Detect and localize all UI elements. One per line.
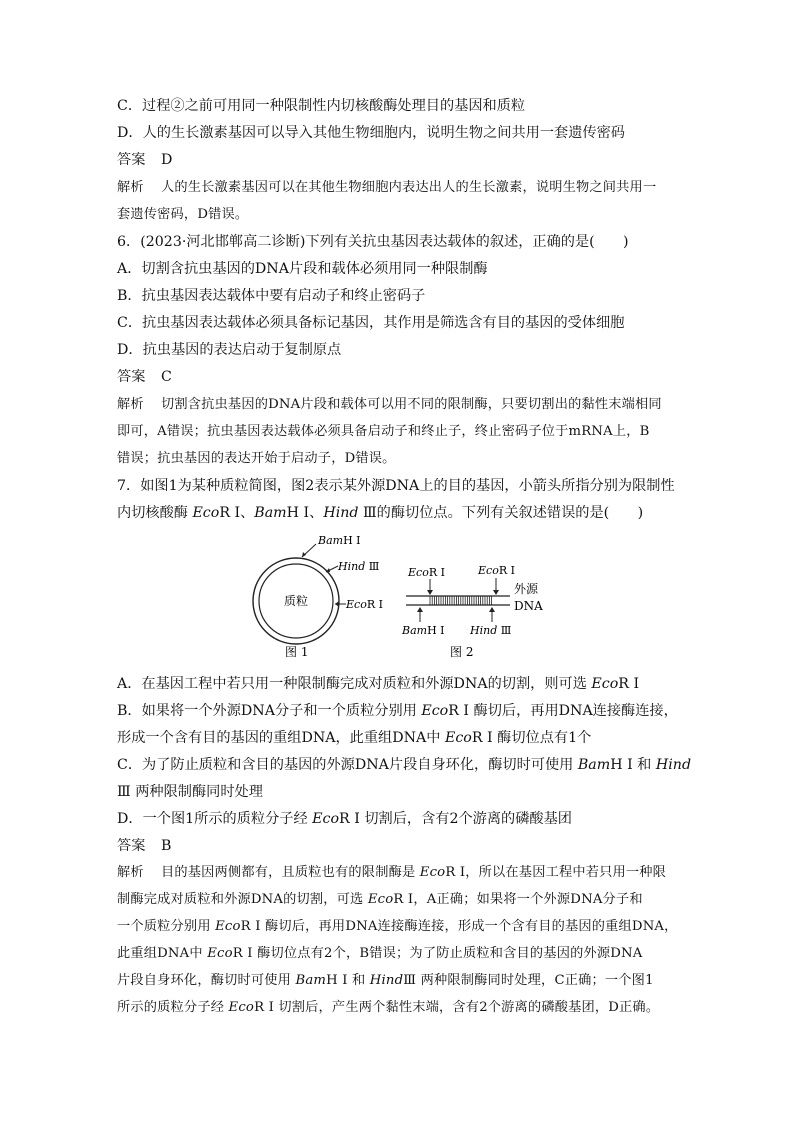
q7-explanation-line-5 xyxy=(117,971,654,991)
q6-answer xyxy=(117,367,172,387)
hind-site-label: Hind Ⅲ xyxy=(338,560,380,573)
eco-arrowhead xyxy=(335,601,339,607)
enzyme-italic: Eco xyxy=(228,1000,255,1015)
option-text: D．一个图1所示的质粒分子经 xyxy=(117,811,313,827)
q7-explanation-line-1 xyxy=(117,863,666,883)
enzyme-italic: Hind xyxy=(655,757,692,773)
explanation-label: 解析 xyxy=(117,180,144,195)
stem-text: H Ⅰ、 xyxy=(286,505,324,521)
answer-label: 答案 xyxy=(117,369,146,385)
explanation-text: R Ⅰ 切割后，产生两个黏性末端，含有2个游离的磷酸基团，D正确。 xyxy=(254,1000,660,1015)
explanation-text: 片段自身环化，酶切时可使用 xyxy=(117,973,296,988)
stem-text: Ⅲ的酶切位点。下列有关叙述错误的是( ) xyxy=(358,505,644,521)
option-text: C．为了防止质粒和含目的基因的外源DNA片段自身环化，酶切时可使用 xyxy=(117,757,578,773)
explanation-text: R Ⅰ，所以在基因工程中若只用一种限 xyxy=(445,865,667,880)
enzyme-italic: Bam xyxy=(295,973,327,988)
stem-text: R Ⅰ、 xyxy=(219,505,255,521)
enzyme-italic: Eco xyxy=(192,505,220,521)
plasmid-diagram xyxy=(253,534,383,659)
explanation-text: 所示的质粒分子经 xyxy=(117,1000,229,1015)
q7-option-d xyxy=(117,809,572,829)
enzyme-italic: Eco xyxy=(312,811,340,827)
q5-option-c: C．过程②之前可用同一种限制性内切核酸酶处理目的基因和质粒 xyxy=(117,98,526,114)
option-text: 形成一个含有目的基因的重组DNA，此重组DNA中 xyxy=(117,730,445,746)
q6-explanation-line-1 xyxy=(117,395,662,415)
eco-arrowhead-right xyxy=(493,590,499,595)
q5-explanation-line-1 xyxy=(117,178,656,198)
explanation-text: R Ⅰ 酶切位点有2个，B错误；为了防止质粒和含目的基因的外源DNA xyxy=(232,946,643,961)
q7-stem-line-1: 7．如图1为某种质粒简图，图2表示某外源DNA上的目的基因，小箭头所指分别为限制性 xyxy=(117,478,675,494)
bam-site-label: BamH Ⅰ xyxy=(318,534,361,547)
bam-arrowhead xyxy=(302,552,306,557)
q7-explanation-line-4 xyxy=(117,944,642,964)
q6-stem: 6．(2023·河北邯郸高二诊断)下列有关抗虫基因表达载体的叙述，正确的是( ) xyxy=(117,234,629,250)
answer-value: C xyxy=(161,369,172,385)
q6-option-a: A．切割含抗虫基因的DNA片段和载体必须用同一种限制酶 xyxy=(117,261,488,277)
eco-arrowhead-left xyxy=(427,590,433,595)
q6-option-d: D．抗虫基因的表达启动于复制原点 xyxy=(117,342,342,358)
explanation-text: H Ⅰ 和 xyxy=(326,973,370,988)
option-text: A．在基因工程中若只用一种限制酶完成对质粒和外源DNA的切割，则可选 xyxy=(117,676,592,692)
eco-site-label-right: EcoR Ⅰ xyxy=(478,564,515,577)
q7-option-a xyxy=(117,674,639,694)
enzyme-italic: Eco xyxy=(367,892,394,907)
explanation-text: 制酶完成对质粒和外源DNA的切割，可选 xyxy=(117,892,368,907)
q5-option-d: D．人的生长激素基因可以导入其他生物细胞内，说明生物之间共用一套遗传密码 xyxy=(117,125,625,141)
enzyme-italic: Eco xyxy=(591,676,619,692)
q6-explanation-line-2: 即可，A错误；抗虫基因表达载体必须具备启动子和终止子，终止密码子位于mRNA上，B xyxy=(117,424,650,439)
q7-explanation-line-2 xyxy=(117,890,643,910)
explanation-text: 目的基因两侧都有，且质粒也有的限制酶是 xyxy=(161,865,420,880)
enzyme-italic: Bam xyxy=(577,757,611,773)
q6-option-c: C．抗虫基因表达载体必须具备标记基因，其作用是筛选含有目的基因的受体细胞 xyxy=(117,315,625,331)
enzyme-italic: Bam xyxy=(254,505,287,521)
answer-label: 答案 xyxy=(117,838,146,854)
explanation-text: R Ⅰ 酶切后，再用DNA连接酶连接，形成一个含有目的基因的重组DNA， xyxy=(240,919,678,934)
answer-value: B xyxy=(161,838,172,854)
hind-site-label-fig2: Hind Ⅲ xyxy=(470,624,512,637)
eco-site-label-left: EcoR Ⅰ xyxy=(408,566,445,579)
option-text: R Ⅰ xyxy=(618,676,640,692)
target-gene-hatching xyxy=(430,596,492,605)
explanation-text: 一个质粒分别用 xyxy=(117,919,216,934)
hind-arrowhead-fig2 xyxy=(489,607,495,612)
answer-value: D xyxy=(161,152,173,168)
bam-arrowhead-fig2 xyxy=(417,607,423,612)
option-text: B．如果将一个外源DNA分子和一个质粒分别用 xyxy=(117,703,422,719)
q7-option-b-line-1 xyxy=(117,701,678,721)
explanation-text: 人的生长激素基因可以在其他生物细胞内表达出人的生长激素，说明生物之间共用一 xyxy=(161,180,657,195)
q5-explanation-line-2: 套遗传密码，D错误。 xyxy=(117,207,249,222)
plasmid-label: 质粒 xyxy=(284,594,309,608)
answer-label: 答案 xyxy=(117,152,146,168)
q5-answer xyxy=(117,150,172,170)
figure-1-caption: 图 1 xyxy=(285,645,309,659)
foreign-dna-label-2: DNA xyxy=(514,599,543,613)
stem-text: 内切核酸酶 xyxy=(117,505,193,521)
enzyme-italic: Eco xyxy=(207,946,233,961)
figure-2-caption: 图 2 xyxy=(450,645,474,659)
eco-site-label: EcoR Ⅰ xyxy=(346,598,383,611)
explanation-text: R Ⅰ，A正确；如果将一个外源DNA分子和 xyxy=(393,892,643,907)
explanation-text: 切割含抗虫基因的DNA片段和载体可以用不同的限制酶，只要切割出的黏性末端相同 xyxy=(161,397,662,412)
explanation-text: 此重组DNA中 xyxy=(117,946,208,961)
explanation-text: Ⅲ 两种限制酶同时处理，C正确；一个图1 xyxy=(403,973,654,988)
option-text: R Ⅰ 酶切位点有1个 xyxy=(471,730,592,746)
foreign-dna-label-1: 外源 xyxy=(514,582,539,596)
option-text: R Ⅰ 酶切后，再用DNA连接酶连接， xyxy=(448,703,678,719)
enzyme-italic: Hind xyxy=(323,505,359,521)
q7-option-b-line-2 xyxy=(117,728,591,748)
q7-stem-line-2 xyxy=(117,503,643,523)
foreign-dna-diagram xyxy=(401,564,543,659)
q7-option-c-line-2: Ⅲ 两种限制酶同时处理 xyxy=(117,784,263,800)
q7-explanation-line-6 xyxy=(117,998,659,1018)
q7-explanation-line-3 xyxy=(117,917,678,937)
q6-option-b: B．抗虫基因表达载体中要有启动子和终止密码子 xyxy=(117,288,426,304)
option-text: H Ⅰ 和 xyxy=(610,757,656,773)
q7-option-c-line-1 xyxy=(117,755,691,775)
plasmid-and-dna-figure xyxy=(240,530,560,665)
q6-explanation-line-3: 错误；抗虫基因的表达开始于启动子，D错误。 xyxy=(117,451,396,466)
enzyme-italic: Eco xyxy=(215,919,241,934)
enzyme-italic: Eco xyxy=(421,703,449,719)
enzyme-italic: Eco xyxy=(444,730,472,746)
enzyme-italic: Hind xyxy=(369,973,404,988)
enzyme-italic: Eco xyxy=(419,865,446,880)
option-text: R Ⅰ 切割后，含有2个游离的磷酸基团 xyxy=(339,811,572,827)
explanation-label: 解析 xyxy=(117,397,144,412)
explanation-label: 解析 xyxy=(117,865,144,880)
q7-answer xyxy=(117,836,171,856)
bam-site-label-fig2: BamH Ⅰ xyxy=(402,624,445,637)
